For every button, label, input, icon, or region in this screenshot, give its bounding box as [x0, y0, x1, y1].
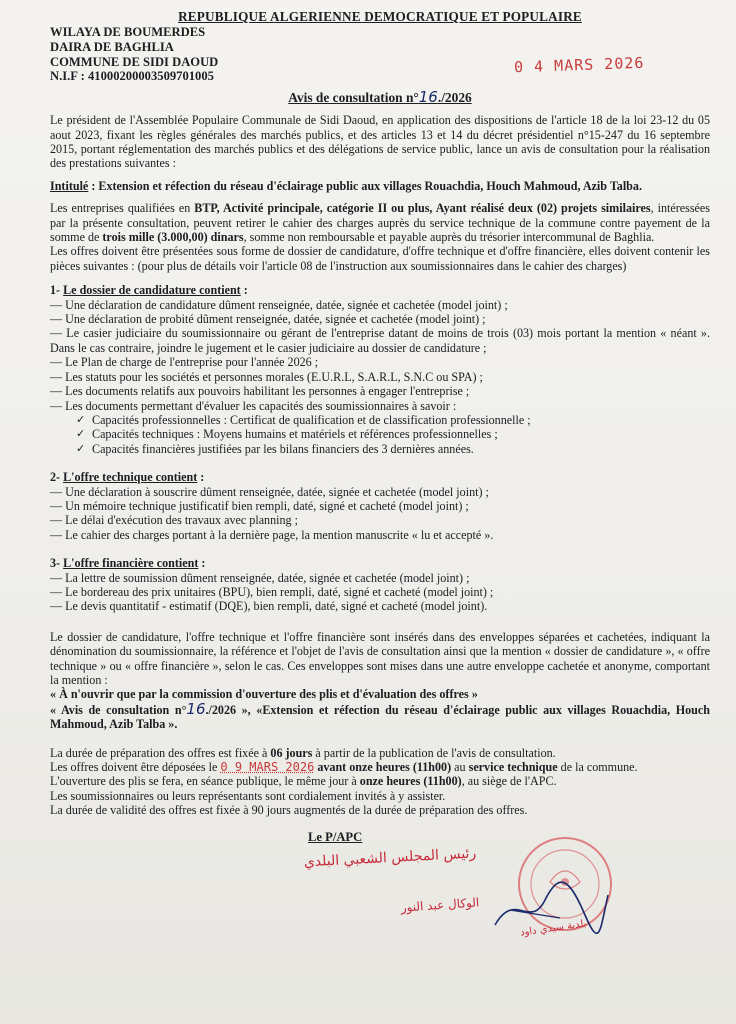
- list-item: [76, 413, 710, 427]
- envelope-mention-1: « À n'ouvrir que par la commission d'ouverture des plis et d'évaluation des offres »: [50, 687, 478, 702]
- mayor-name-stamp: الوكال عبد النور: [400, 894, 480, 915]
- list-item: — Les statuts pour les sociétés et personnes morales (E.U.R.L, S.A.R.L, S.N.C ou SPA) ;: [50, 369, 483, 384]
- qualification-amount: trois mille (3.000,00) dinars: [102, 230, 244, 245]
- checkmark-icon: ✓: [76, 412, 86, 426]
- section1-colon: :: [240, 283, 248, 298]
- section1-title-text: Le dossier de candidature contient: [63, 283, 241, 298]
- section1-title: [50, 283, 710, 297]
- section1-list: [50, 298, 710, 413]
- capacity-text: Capacités professionnelles : Certificat de qualification et de classification professionnelle ;: [92, 412, 531, 427]
- wilaya-line: WILAYA DE BOUMERDES: [50, 25, 206, 40]
- mention2-suffix: ./2026 », «Extension et réfection du réseau d'éclairage public aux villages Rouachdia, Houch Mahmoud, Azib Talba ».: [50, 702, 710, 732]
- envelope-mention-2: [50, 699, 710, 732]
- commune-line: COMMUNE DE SIDI DAOUD: [50, 54, 219, 69]
- intitule-text: : Extension et réfection du réseau d'éclairage public aux villages Rouachdia, Houch Mahmoud, Azib Talba.: [88, 178, 642, 193]
- avis-title-suffix: ./2026: [437, 89, 472, 105]
- checkmark-icon: ✓: [76, 441, 86, 455]
- section3-title-text: L'offre financière contient: [63, 556, 199, 571]
- seal-commune-text: بلدية سيدي داود: [519, 918, 588, 939]
- list-item: [76, 442, 710, 456]
- checkmark-icon: ✓: [76, 427, 86, 441]
- republic-heading: REPUBLIQUE ALGERIENNE DEMOCRATIQUE ET POPULAIRE: [178, 9, 582, 24]
- section3-colon: :: [198, 556, 206, 571]
- capacity-text: Capacités financières justifiées par les bilans financiers des 3 dernières années.: [92, 441, 474, 456]
- avis-title: [50, 87, 710, 106]
- section2-num: 2-: [50, 470, 64, 485]
- envelopes-paragraph: Le dossier de candidature, l'offre technique et l'offre financière sont insérés dans des enveloppes séparées et cachetées, indiquant la dénomination du soumissionnaire, la référence et l'objet de l'avis de consultation ainsi que la mention « dossier de candidature », « offre technique » ou « offre financière », selon le cas. Ces enveloppes sont mises dans une autre enveloppe cachetée et anonyme, comportant la mention :: [50, 629, 710, 687]
- section3-num: 3-: [50, 556, 64, 571]
- section2-title: [50, 470, 710, 484]
- closing-validity: La durée de validité des offres est fixée à 90 jours augmentés de la durée de préparation des offres.: [50, 803, 528, 818]
- deposit-date-stamp: 0 9 MARS 2026: [220, 760, 315, 775]
- offers-paragraph: Les offres doivent être présentées sous forme de dossier de candidature, d'offre technique et d'offre financière, elles doivent contenir les pièces suivantes : (pour plus de détails voir l'article 08 de l'instruction aux soumissionnaires dans le cahier des charges): [50, 244, 710, 273]
- list-item: — Le cahier des charges portant à la dernière page, la mention manuscrite « lu et accepté ».: [50, 527, 494, 542]
- capacity-text: Capacités techniques : Moyens humains et matériels et références professionnelles ;: [92, 427, 498, 442]
- nif-line: N.I.F : 41000200003509701005: [50, 69, 214, 84]
- closing-duration: [50, 746, 710, 760]
- received-date-stamp: 0 4 MARS 2026: [513, 53, 645, 77]
- list-item: — Le délai d'exécution des travaux avec planning ;: [50, 513, 298, 528]
- qualification-text-c: , intéressées par la présente consultation, peuvent retirer le cahier des charges auprès du service technique de la commune contre payement de la somme de: [50, 201, 710, 245]
- closing-l2-a: Les offres doivent être déposées le: [50, 760, 221, 775]
- section1-num: 1-: [50, 283, 64, 298]
- mention2-number-handwritten: 16: [186, 699, 206, 718]
- closing-l2-c: au: [451, 760, 469, 775]
- closing-l3-c: , au siège de l'APC.: [461, 774, 557, 789]
- qualification-paragraph: [50, 201, 710, 244]
- list-item: [76, 427, 710, 441]
- mention2-prefix: « Avis de consultation n°: [50, 702, 187, 717]
- closing-l2-b: avant onze heures (11h00): [314, 760, 452, 775]
- list-item: — Une déclaration de probité dûment renseignée, datée, signée et cachetée (model joint) ;: [50, 312, 486, 327]
- daira-line: DAIRA DE BAGHLIA: [50, 40, 174, 54]
- section2-colon: :: [197, 470, 205, 485]
- list-item: — Un mémoire technique justificatif bien rempli, daté, signé et cacheté (model joint) ;: [50, 498, 469, 513]
- intitule-label: Intitulé: [50, 178, 89, 193]
- closing-l1-a: La durée de préparation des offres est fixée à: [50, 745, 271, 760]
- list-item: — Les documents relatifs aux pouvoirs habilitant les personnes à engager l'entreprise ;: [50, 384, 470, 399]
- closing-invite: Les soumissionnaires ou leurs représentants sont cordialement invités à y assister.: [50, 788, 446, 803]
- list-item: — Une déclaration de candidature dûment renseignée, datée, signée et cachetée (model joint) ;: [50, 297, 508, 312]
- list-item: — Les documents permettant d'évaluer les capacités des soumissionnaires à savoir :: [50, 398, 457, 413]
- list-item: — Le devis quantitatif - estimatif (DQE), bien rempli, daté, signé et cacheté (model joint).: [50, 599, 488, 614]
- closing-l1-b: 06 jours: [270, 745, 313, 760]
- intitule-paragraph: [50, 179, 710, 193]
- closing-l3-b: onze heures (11h00): [359, 774, 462, 789]
- section3-list: [50, 571, 710, 614]
- section3-title: [50, 556, 710, 570]
- closing-deposit: [50, 760, 710, 774]
- signatory-label: Le P/APC: [308, 829, 363, 844]
- closing-l2-e: de la commune.: [557, 760, 638, 775]
- list-item: — Le bordereau des prix unitaires (BPU), bien rempli, daté, signé et cacheté (model joint) ;: [50, 584, 494, 599]
- list-item: — La lettre de soumission dûment renseignée, datée, signée et cachetée (model joint) ;: [50, 570, 470, 585]
- closing-l2-d: service technique: [468, 760, 558, 775]
- list-item: — Une déclaration à souscrire dûment renseignée, datée, signée et cachetée (model joint) ;: [50, 484, 489, 499]
- avis-title-prefix: Avis de consultation n°: [288, 89, 419, 105]
- intro-paragraph: Le président de l'Assemblée Populaire Communale de Sidi Daoud, en application des dispositions de l'article 18 de la loi 23-12 du 05 aout 2023, fixant les règles générales des marchés publics, et des articles 13 et 14 du décret présidentiel n°15-247 du 16 septembre 2015, portant réglementation des marchés publics et des délégations de service public, lance un avis de consultation pour la réalisation des prestations suivantes :: [50, 113, 710, 171]
- qualification-text-e: , somme non remboursable et payable auprès du trésorier intercommunal de Baghlia.: [243, 230, 655, 245]
- section2-list: [50, 485, 710, 543]
- mayor-title-stamp: رئيس المجلس الشعبي البلدي: [303, 845, 477, 871]
- signature-area: [50, 830, 710, 950]
- list-item: — Le casier judiciaire du soumissionnaire ou gérant de l'entreprise datant de moins de trois (03) mois portant la mention « néant ». Dans le cas contraire, joindre le jugement et le casier judiciaire au dossier de candidature ;: [50, 326, 710, 355]
- qualification-text-a: Les entreprises qualifiées en: [50, 201, 195, 216]
- closing-opening: [50, 774, 710, 788]
- closing-l3-a: L'ouverture des plis se fera, en séance publique, le même jour à: [50, 774, 360, 789]
- list-item: — Le Plan de charge de l'entreprise pour l'année 2026 ;: [50, 355, 319, 370]
- avis-number-handwritten: 16: [418, 87, 438, 106]
- closing-l1-c: à partir de la publication de l'avis de consultation.: [312, 745, 556, 760]
- capacities-list: [50, 413, 710, 456]
- qualification-text-b: BTP, Activité principale, catégorie II ou plus, Ayant réalisé deux (02) projets similaires: [194, 201, 651, 216]
- section2-title-text: L'offre technique contient: [63, 470, 198, 485]
